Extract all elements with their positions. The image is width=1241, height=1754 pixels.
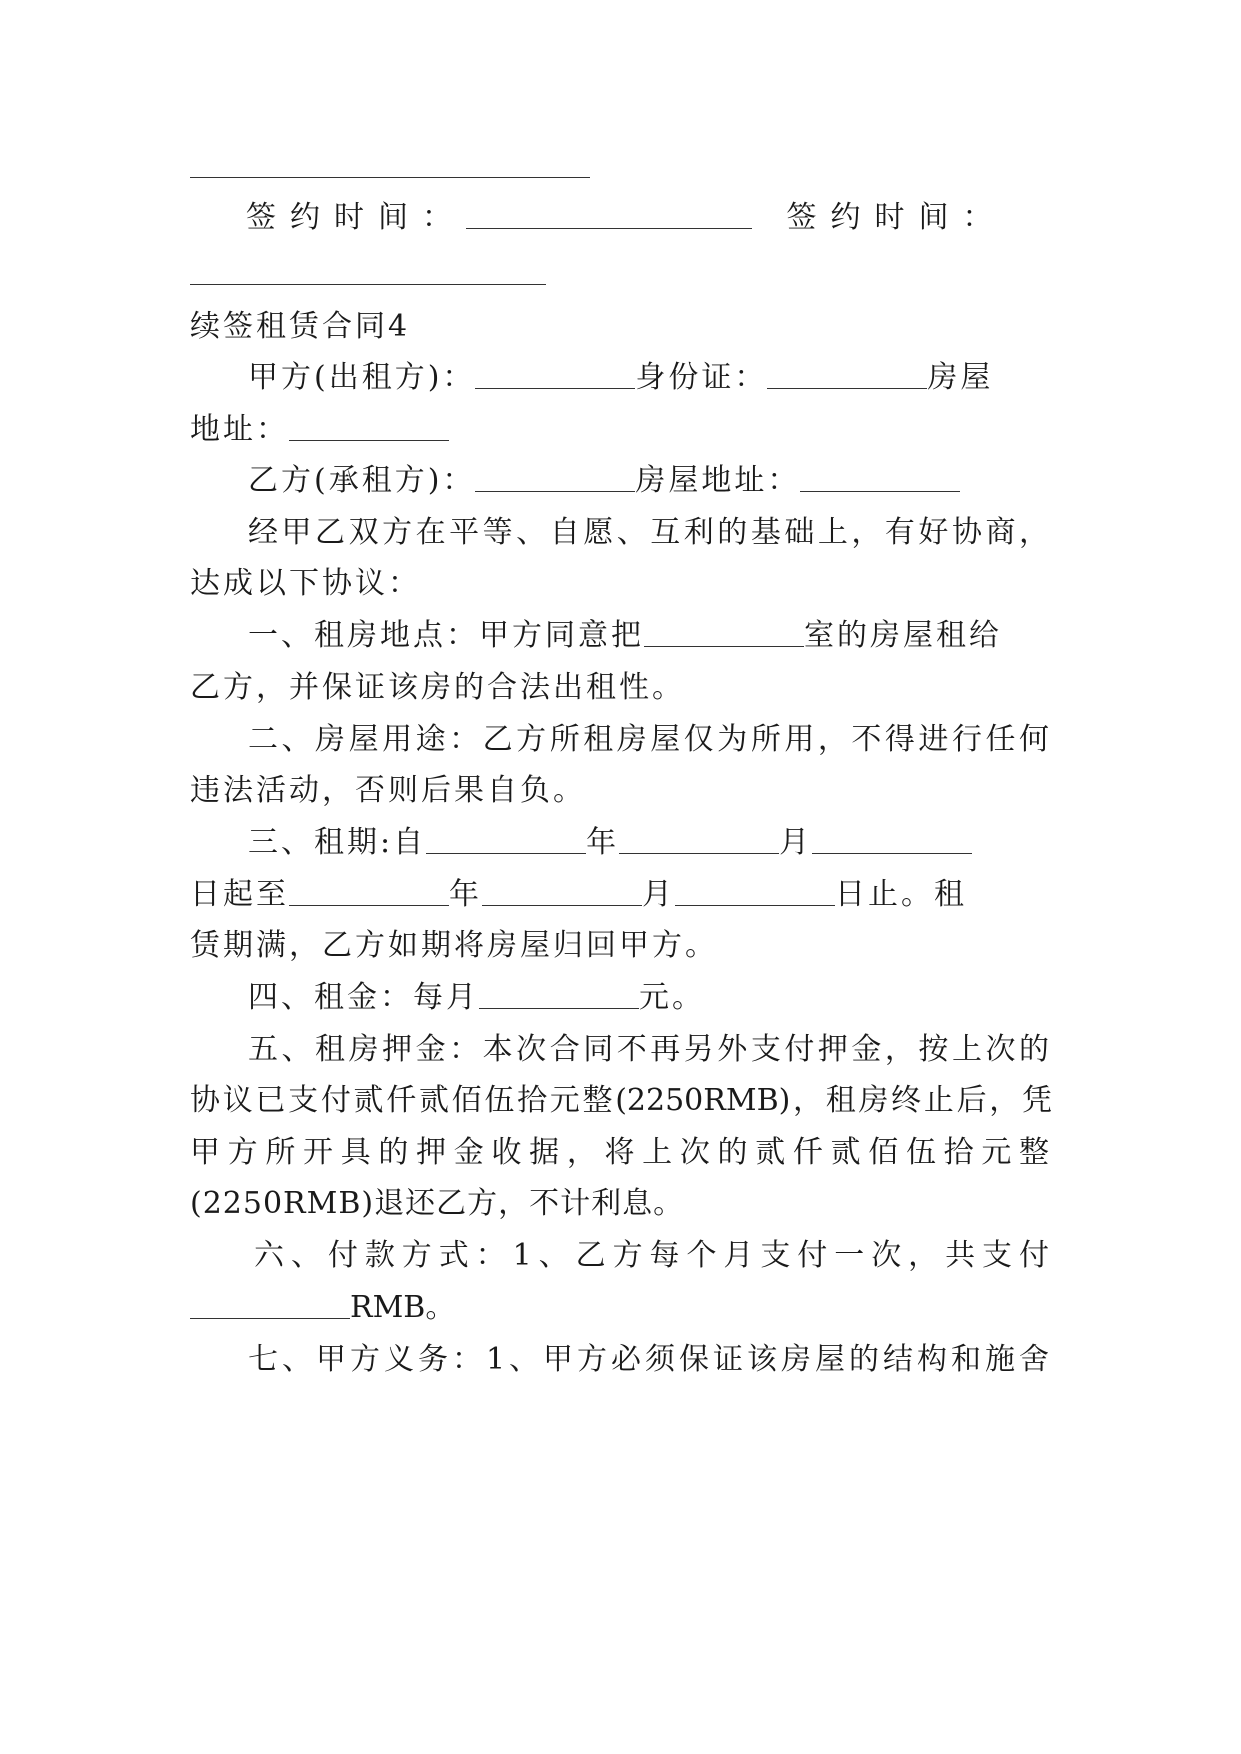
contract-title: 续签租赁合同4 (190, 309, 411, 344)
intro-line-2: 达成以下协议： (190, 566, 421, 601)
house-address-blank (800, 467, 960, 492)
clause-4-text-b: 元。 (639, 980, 705, 1015)
party-a-row (190, 358, 1052, 398)
clause-5-line-4: (2250RMB)退还乙方，不计利息。 (190, 1186, 685, 1221)
party-b-label: 乙方(承租方)： (248, 463, 476, 498)
clause-3-line-3: 赁期满，乙方如期将房屋归回甲方。 (190, 928, 718, 963)
clause-1-line-2: 乙方，并保证该房的合法出租性。 (190, 670, 685, 705)
sign-date-blank-right (190, 284, 546, 285)
clause-3-line-1 (190, 823, 1052, 863)
end-month-blank (482, 881, 642, 906)
start-year-blank (426, 829, 586, 854)
clause-5-line-2: 协议已支付贰仟贰佰伍拾元整(2250RMB)，租房终止后，凭 (190, 1083, 1052, 1118)
clause-7-line-1: 七、甲方义务：1、甲方必须保证该房屋的结构和施舍 (248, 1342, 1052, 1377)
end-year-blank (289, 881, 449, 906)
clause-3-text-start: 日起至 (190, 877, 289, 912)
house-label: 房屋 (927, 360, 994, 395)
intro-line-1: 经甲乙双方在平等、自愿、互利的基础上，有好协商， (248, 515, 1052, 550)
top-signature-line (190, 177, 590, 178)
end-day-blank (675, 881, 835, 906)
start-day-blank (812, 829, 972, 854)
clause-6-line-1: 六、付款方式：1、乙方每个月支付一次，共支付 (254, 1238, 1052, 1273)
id-blank (767, 364, 927, 389)
address-row (190, 410, 1052, 450)
party-a-blank (475, 364, 635, 389)
start-month-label: 月 (779, 825, 813, 860)
clause-1-text-a: 一、租房地点：甲方同意把 (248, 618, 644, 653)
clause-5-line-1: 五、租房押金：本次合同不再另外支付押金，按上次的 (248, 1032, 1052, 1067)
end-year-label: 年 (449, 877, 482, 912)
end-month-label: 月 (642, 877, 675, 912)
sign-date-blank-left (466, 204, 752, 229)
clause-6-line-2 (190, 1288, 1052, 1328)
clause-4-line (190, 978, 1052, 1018)
id-label: 身份证： (635, 360, 768, 395)
party-a-label: 甲方(出租方)： (248, 360, 476, 395)
address-label: 地址： (190, 412, 289, 447)
start-year-label: 年 (586, 825, 620, 860)
clause-1-text-b: 室的房屋租给 (804, 618, 1002, 653)
sign-date-row (190, 198, 1052, 238)
room-blank (644, 622, 804, 647)
clause-1-line-1 (190, 616, 1052, 656)
sign-date-label-left: 签约时间： (246, 200, 466, 235)
house-address-label: 房屋地址： (635, 463, 801, 498)
payment-blank (190, 1294, 350, 1319)
clause-5-line-3: 甲方所开具的押金收据，将上次的贰仟贰佰伍拾元整 (190, 1135, 1052, 1170)
party-b-blank (475, 467, 635, 492)
address-blank (289, 416, 449, 441)
clause-3-text-a: 三、租期:自 (248, 825, 427, 860)
party-b-row (190, 461, 1052, 501)
clause-2-line-1: 二、房屋用途：乙方所租房屋仅为所用，不得进行任何 (248, 722, 1052, 757)
clause-3-line-2 (190, 875, 1052, 915)
start-month-blank (619, 829, 779, 854)
clause-4-text-a: 四、租金：每月 (248, 980, 479, 1015)
clause-6-currency: RMB。 (350, 1290, 456, 1325)
sign-date-label-right: 签约时间： (786, 200, 1007, 235)
clause-3-text-end: 日止。租 (835, 877, 967, 912)
rent-blank (479, 984, 639, 1009)
clause-2-line-2: 违法活动，否则后果自负。 (190, 773, 586, 808)
